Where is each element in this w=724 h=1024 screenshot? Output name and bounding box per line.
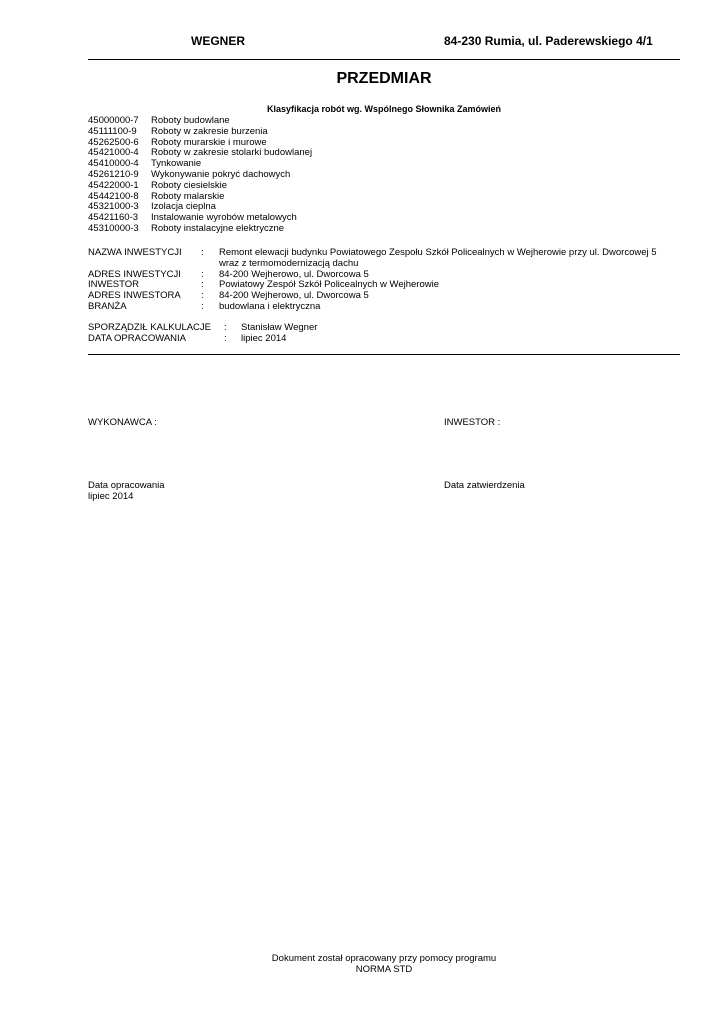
classification-list xyxy=(88,116,312,235)
investment-info xyxy=(88,248,679,313)
classification-code: 45321000-3 xyxy=(88,201,139,213)
investor-address-value: 84-200 Wejherowo, ul. Dworcowa 5 xyxy=(219,290,369,302)
colon: : xyxy=(201,290,204,302)
prepared-date-caption: Data opracowania xyxy=(88,480,165,491)
footer-line-1: Dokument został opracowany przy pomocy programu xyxy=(271,953,497,964)
classification-code: 45421160-3 xyxy=(88,212,139,224)
footer-line-2: NORMA STD xyxy=(355,963,413,975)
classification-name: Izolacja cieplna xyxy=(151,201,216,213)
classification-code: 45262500-6 xyxy=(88,136,139,148)
prepared-info xyxy=(88,323,317,345)
prepared-by-value: Stanisław Wegner xyxy=(241,322,318,333)
prepared-date-row xyxy=(88,334,317,345)
prepared-date-block xyxy=(88,481,165,503)
classification-code: 45111100-9 xyxy=(88,125,137,137)
branch-value: budowlana i elektryczna xyxy=(219,300,321,312)
classification-name: Roboty budowlane xyxy=(151,115,230,126)
colon: : xyxy=(201,247,204,258)
investment-name-row xyxy=(88,248,679,270)
colon: : xyxy=(201,268,204,280)
classification-code: 45442100-8 xyxy=(88,190,139,202)
classification-code: 45422000-1 xyxy=(88,179,139,191)
page-title: PRZEDMIAR xyxy=(336,70,432,87)
branch-label: BRANŻA xyxy=(88,300,127,312)
classification-row xyxy=(88,127,312,138)
classification-code: 45310000-3 xyxy=(88,222,139,234)
prepared-date-value: lipiec 2014 xyxy=(241,332,287,344)
classification-name: Roboty w zakresie stolarki budowlanej xyxy=(151,147,313,159)
branch-row xyxy=(88,302,679,313)
classification-name: Instalowanie wyrobów metalowych xyxy=(151,212,297,224)
investor-address-label: ADRES INWESTORA xyxy=(88,290,181,302)
classification-name: Roboty murarskie i murowe xyxy=(151,136,267,148)
colon: : xyxy=(224,322,227,333)
classification-name: Wykonywanie pokryć dachowych xyxy=(151,168,291,180)
prepared-date-label: DATA OPRACOWANIA xyxy=(88,332,187,344)
classification-name: Roboty instalacyjne elektryczne xyxy=(151,222,285,234)
classification-code: 45261210-9 xyxy=(88,168,139,180)
section-rule xyxy=(88,354,680,355)
investment-address-label: ADRES INWESTYCJI xyxy=(88,268,181,280)
classification-name: Tynkowanie xyxy=(151,158,202,170)
footer-note xyxy=(0,954,724,976)
company-name: WEGNER xyxy=(191,34,245,48)
investor-signature-label: INWESTOR : xyxy=(444,417,501,428)
classification-code: 45421000-4 xyxy=(88,147,139,159)
prepared-by-label: SPORZĄDZIŁ KALKULACJE xyxy=(88,322,212,333)
investment-name-value: Remont elewacji budynku Powiatowego Zespołu Szkół Policealnych w Wejherowie przy ul. Dworcowej 5 wraz z termomodernizacją dachu xyxy=(219,247,657,269)
classification-name: Roboty ciesielskie xyxy=(151,179,228,191)
classification-code: 45000000-7 xyxy=(88,115,139,126)
colon: : xyxy=(201,279,204,291)
investment-name-label: NAZWA INWESTYCJI xyxy=(88,247,182,258)
investor-label: INWESTOR xyxy=(88,279,140,291)
colon: : xyxy=(201,300,204,312)
classification-name: Roboty w zakresie burzenia xyxy=(151,125,268,137)
contractor-label: WYKONAWCA : xyxy=(88,417,157,428)
investor-value: Powiatowy Zespół Szkół Policealnych w Wejherowie xyxy=(219,279,440,291)
classification-row xyxy=(88,181,312,192)
header-rule xyxy=(88,59,680,60)
investment-address-value: 84-200 Wejherowo, ul. Dworcowa 5 xyxy=(219,268,369,280)
classification-row xyxy=(88,224,312,235)
classification-heading: Klasyfikacja robót wg. Wspólnego Słownika Zamówień xyxy=(266,104,502,114)
prepared-date-text: lipiec 2014 xyxy=(88,490,134,502)
colon: : xyxy=(224,332,227,344)
classification-code: 45410000-4 xyxy=(88,158,139,170)
approval-date-caption: Data zatwierdzenia xyxy=(444,480,525,491)
company-address: 84-230 Rumia, ul. Paderewskiego 4/1 xyxy=(444,34,653,48)
classification-name: Roboty malarskie xyxy=(151,190,225,202)
investor-address-row xyxy=(88,291,679,302)
